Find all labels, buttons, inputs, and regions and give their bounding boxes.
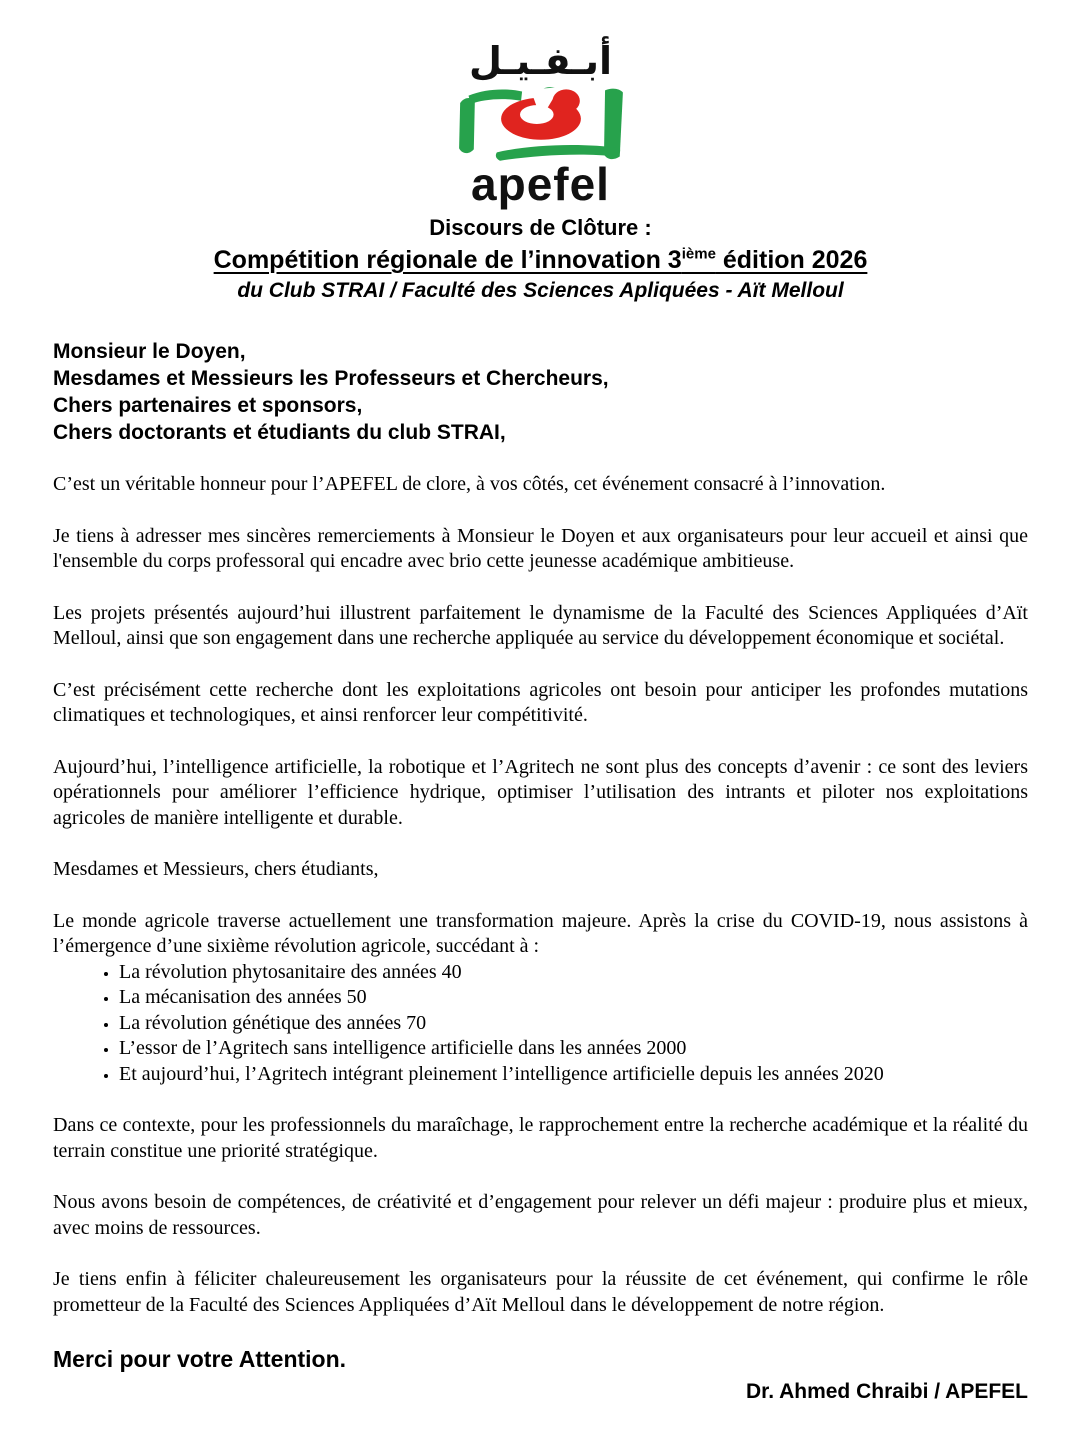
apefel-latin-wordmark: apefel xyxy=(471,158,610,210)
subtitle-prefix: Compétition régionale de l’innovation 3 xyxy=(213,246,682,274)
salutation-line: Chers doctorants et étudiants du club STRAI, xyxy=(53,421,506,444)
salutation-line: Chers partenaires et sponsors, xyxy=(53,394,363,417)
speech-body xyxy=(53,472,1028,1318)
document-subtitle xyxy=(53,245,1028,275)
paragraph: Je tiens enfin à féliciter chaleureusement les organisateurs pour la réussite de cet événement, qui confirme le rôle prometteur de la Faculté des Sciences Appliquées d’Aït Melloul dans le développement de notre région. xyxy=(53,1268,1028,1316)
revolutions-list xyxy=(53,960,1028,1088)
salutation-line: Mesdames et Messieurs les Professeurs et Chercheurs, xyxy=(53,367,609,390)
logo-block xyxy=(53,38,1028,210)
signature-line: Dr. Ahmed Chraibi / APEFEL xyxy=(746,1380,1028,1403)
paragraph: Aujourd’hui, l’intelligence artificielle, la robotique et l’Agritech ne sont plus des concepts d’avenir : ce sont des leviers opérationnels pour améliorer l’efficience hydrique, optimiser l’utilisation des intrants et piloter nos exploitations agricoles de manière intelligente et durable. xyxy=(53,755,1028,829)
list-item: • La révolution phytosanitaire des années 40 xyxy=(119,960,1028,986)
logo-left-brush xyxy=(459,98,475,153)
list-item: • Et aujourd’hui, l’Agritech intégrant pleinement l’intelligence artificielle depuis les années 2020 xyxy=(119,1062,1028,1088)
list-item: • La révolution génétique des années 70 xyxy=(119,1011,1028,1037)
list-item: • La mécanisation des années 50 xyxy=(119,985,1028,1011)
paragraph: Je tiens à adresser mes sincères remerciements à Monsieur le Doyen et aux organisateurs pour leur accueil et ainsi que l'ensemble du corps professoral qui encadre avec brio cette jeunesse académique ambitieuse. xyxy=(53,524,1028,572)
subtitle-superscript: ième xyxy=(681,245,716,263)
apefel-arabic-wordmark: أبـفـيـل xyxy=(468,39,613,83)
closing-line: Merci pour votre Attention. xyxy=(53,1346,347,1372)
paragraph: Mesdames et Messieurs, chers étudiants, xyxy=(53,858,379,880)
paragraph: C’est précisément cette recherche dont les exploitations agricoles ont besoin pour anticiper les profondes mutations climatiques et technologiques, et ainsi renforcer leur compétitivité. xyxy=(53,678,1028,726)
paragraph: Les projets présentés aujourd’hui illustrent parfaitement le dynamisme de la Faculté des Sciences Appliquées d’Aït Melloul, ainsi que son engagement dans une recherche appliquée au service du développement économique et sociétal. xyxy=(53,601,1028,649)
subtitle-suffix: édition 2026 xyxy=(715,246,868,274)
apefel-logo-icon xyxy=(457,86,625,162)
salutation-block xyxy=(53,338,1028,446)
document-title: Discours de Clôture : xyxy=(429,215,652,240)
document-subsubtitle: du Club STRAI / Faculté des Sciences Apliquées - Aït Melloul xyxy=(237,279,844,302)
paragraph: C’est un véritable honneur pour l’APEFEL de clore, à vos côtés, cet événement consacré à l’innovation. xyxy=(53,473,886,495)
paragraph: Le monde agricole traverse actuellement une transformation majeure. Après la crise du COVID-19, nous assistons à l’émergence d’une sixième révolution agricole, succédant à : xyxy=(53,909,1028,957)
logo-top-brush xyxy=(468,89,522,104)
salutation-line: Monsieur le Doyen, xyxy=(53,340,246,363)
title-block xyxy=(53,214,1028,304)
paragraph: Dans ce contexte, pour les professionnels du maraîchage, le rapprochement entre la recherche académique et la réalité du terrain constitue une priorité stratégique. xyxy=(53,1114,1028,1162)
list-item: • L’essor de l’Agritech sans intelligence artificielle dans les années 2000 xyxy=(119,1036,1028,1062)
paragraph: Nous avons besoin de compétences, de créativité et d’engagement pour relever un défi majeur : produire plus et mieux, avec moins de ressources. xyxy=(53,1191,1028,1239)
